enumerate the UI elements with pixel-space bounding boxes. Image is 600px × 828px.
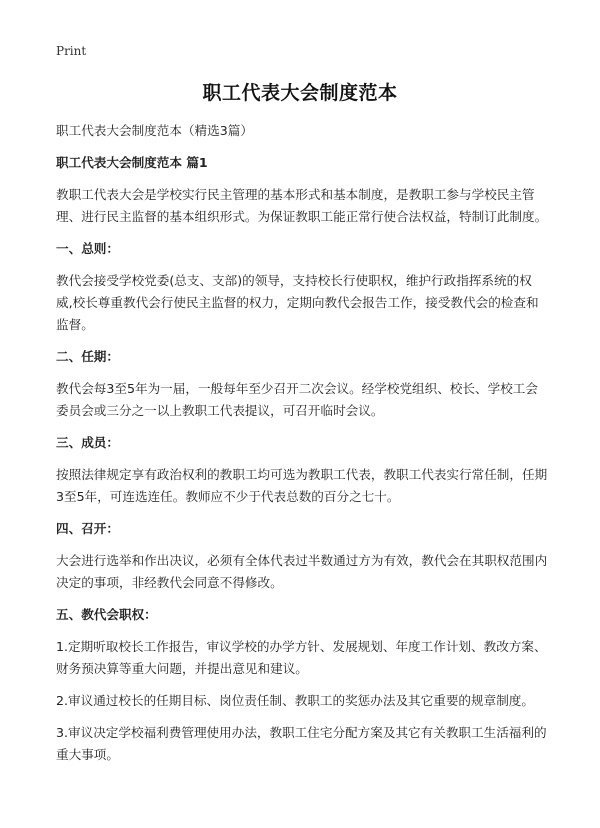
section-heading-members: 三、成员： bbox=[56, 435, 119, 450]
print-link[interactable]: Print bbox=[56, 44, 87, 58]
section-text-members: 按照法律规定享有政治权利的教职工均可选为教职工代表，教职工代表实行常任制，任期3至5年，可连选连任。教师应不少于代表总数的百分之七十。 bbox=[56, 467, 548, 504]
section-text-convene: 大会进行选举和作出决议，必须有全体代表过半数通过方为有效，教代会在其职权范围内决定的事项，非经教代会同意不得修改。 bbox=[56, 553, 548, 590]
section-heading-term: 二、任期： bbox=[56, 349, 119, 364]
intro-paragraph: 教职工代表大会是学校实行民主管理的基本形式和基本制度，是教职工参与学校民主管理、进行民主监督的基本组织形式。为保证教职工能正常行使合法权益，特制订此制度。 bbox=[56, 187, 548, 224]
subtitle: 职工代表大会制度范本（精选3篇） bbox=[56, 123, 253, 138]
powers-item: 2.审议通过校长的任期目标、岗位责任制、教职工的奖惩办法及其它重要的规章制度。 bbox=[56, 693, 534, 708]
section-text-general: 教代会接受学校党委(总支、支部)的领导，支持校长行使职权，维护行政指挥系统的权威,校长尊重教代会行使民主监督的权力，定期向教代会报告工作，接受教代会的检查和监督。 bbox=[56, 273, 539, 332]
section-text-term: 教代会每3至5年为一届，一般每年至少召开二次会议。经学校党组织、校长、学校工会委员会或三分之一以上教职工代表提议，可召开临时会议。 bbox=[56, 381, 538, 418]
article-title: 职工代表大会制度范本 篇1 bbox=[56, 155, 208, 170]
section-heading-general: 一、总则： bbox=[56, 241, 119, 256]
powers-item: 1.定期听取校长工作报告，审议学校的办学方针、发展规划、年度工作计划、教改方案、财务预决算等重大问题，并提出意见和建议。 bbox=[56, 639, 547, 676]
document-body bbox=[56, 120, 548, 776]
section-heading-powers: 五、教代会职权： bbox=[56, 607, 157, 622]
powers-item: 3.审议决定学校福利费管理使用办法，教职工住宅分配方案及其它有关教职工生活福利的重大事项。 bbox=[56, 725, 547, 762]
section-heading-convene: 四、召开： bbox=[56, 521, 119, 536]
page-title: 职工代表大会制度范本 bbox=[202, 82, 398, 104]
